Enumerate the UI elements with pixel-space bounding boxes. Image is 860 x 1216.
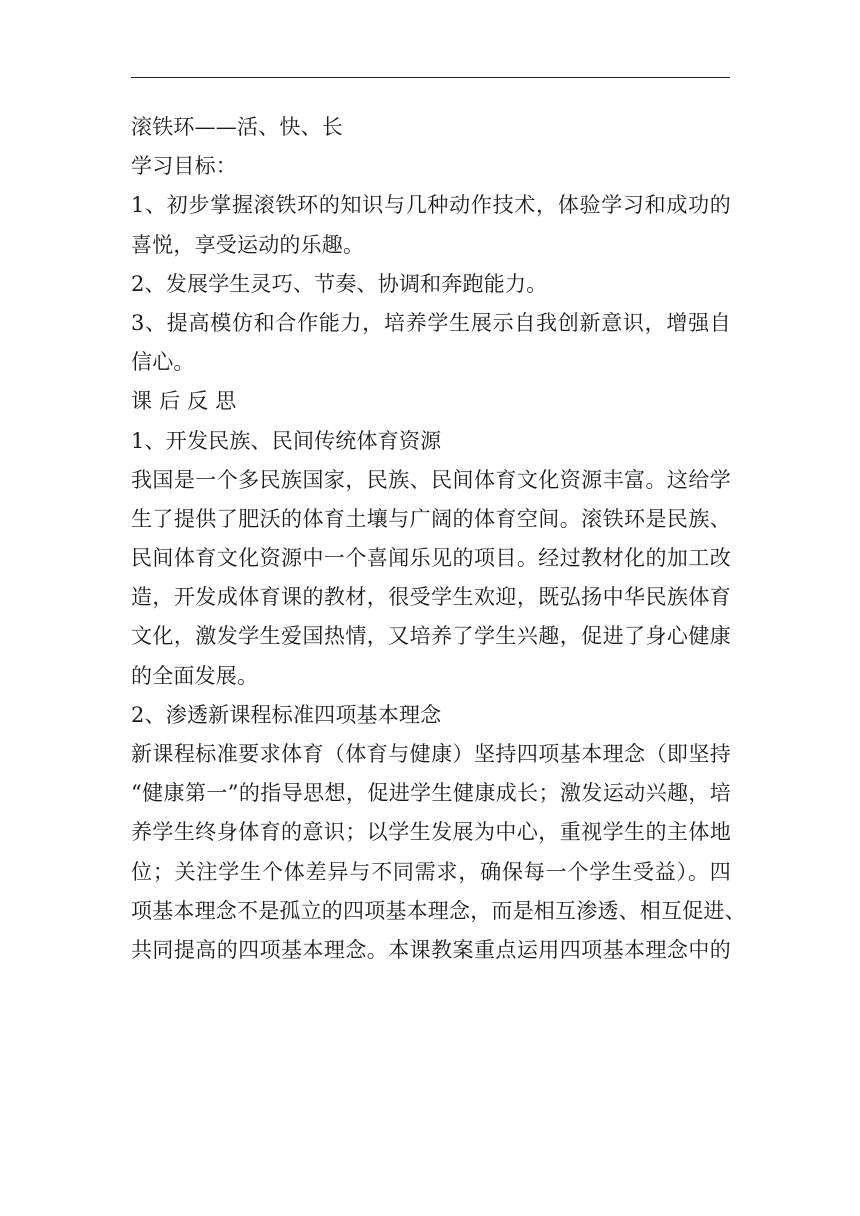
reflection-1-paragraph-line: 民间体育文化资源中一个喜闻乐见的项目。经过教材化的加工改 [131, 546, 731, 571]
reflection-2-paragraph-line: “健康第一”的指导思想，促进学生健康成长；激发运动兴趣，培 [131, 781, 731, 806]
reflection-2-paragraph-line: 项基本理念不是孤立的四项基本理念，而是相互渗透、相互促进、 [131, 898, 746, 923]
reflection-1-paragraph-line: 生了提供了肥沃的体育土壤与广阔的体育空间。滚铁环是民族、 [131, 506, 731, 531]
reflection-1-paragraph-line: 文化，激发学生爱国热情，又培养了学生兴趣，促进了身心健康 [131, 624, 731, 649]
reflection-1-paragraph-line: 的全面发展。 [131, 663, 259, 688]
objective-2: 2、发展学生灵巧、节奏、协调和奔跑能力。 [131, 271, 548, 296]
reflection-2-paragraph-line: 共同提高的四项基本理念。本课教案重点运用四项基本理念中的 [131, 937, 731, 962]
reflection-1-paragraph-line: 造，开发成体育课的教材，很受学生欢迎，既弘扬中华民族体育 [131, 585, 731, 610]
document-body [131, 108, 746, 970]
objective-1-line-1: 1、初步掌握滚铁环的知识与几种动作技术，体验学习和成功的 [131, 193, 731, 218]
objective-1-line-2: 喜悦，享受运动的乐趣。 [131, 232, 365, 257]
objective-3-line-2: 信心。 [131, 350, 195, 375]
header-rule [131, 77, 730, 78]
document-title: 滚铁环——活、快、长 [131, 115, 343, 139]
reflection-2-paragraph-line: 位；关注学生个体差异与不同需求，确保每一个学生受益）。四 [131, 859, 731, 884]
reflection-1-paragraph-line: 我国是一个多民族国家，民族、民间体育文化资源丰富。这给学 [131, 467, 731, 492]
objective-3-line-1: 3、提高模仿和合作能力，培养学生展示自我创新意识，增强自 [131, 310, 731, 335]
reflection-2-heading: 2、渗透新课程标准四项基本理念 [131, 702, 442, 727]
section-heading-objectives: 学习目标： [131, 154, 237, 179]
section-heading-reflection: 课 后 反 思 [131, 389, 237, 414]
reflection-2-paragraph-line: 养学生终身体育的意识；以学生发展为中心，重视学生的主体地 [131, 820, 731, 845]
reflection-1-heading: 1、开发民族、民间传统体育资源 [131, 428, 442, 453]
reflection-2-paragraph-line: 新课程标准要求体育（体育与健康）坚持四项基本理念（即坚持 [131, 742, 731, 766]
